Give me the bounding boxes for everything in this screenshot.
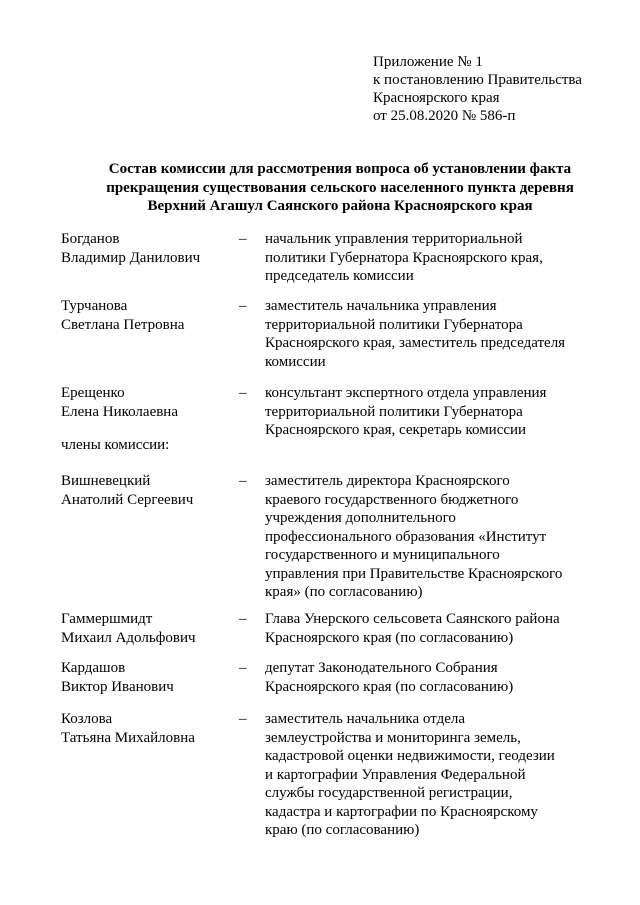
member-description xyxy=(265,610,595,647)
appendix-line: Красноярского края xyxy=(373,90,500,106)
description-line: службы государственной регистрации, xyxy=(265,785,513,801)
member-given-name: Михаил Адольфович xyxy=(61,629,196,646)
description-line: учреждения дополнительного xyxy=(265,510,456,526)
description-line: начальник управления территориальной xyxy=(265,231,523,247)
description-line: Красноярского края (по согласованию) xyxy=(265,629,514,646)
member-surname: Турчанова xyxy=(61,298,128,314)
description-line: кадастра и картографии по Красноярскому xyxy=(265,803,538,820)
title-line: прекращения существования сельского населенного пункта деревня xyxy=(106,179,574,196)
appendix-block xyxy=(373,53,582,125)
appendix-line: к постановлению Правительства xyxy=(373,72,582,88)
dash-separator: – xyxy=(239,298,247,314)
member-name xyxy=(61,659,236,696)
description-line: Красноярского края, заместитель председателя xyxy=(265,335,566,351)
dash-separator: – xyxy=(239,231,247,247)
appendix-line: Приложение № 1 xyxy=(373,54,483,70)
description-line: Глава Унерского сельсовета Саянского района xyxy=(265,611,560,627)
member-given-name: Владимир Данилович xyxy=(61,249,201,266)
member-description xyxy=(265,472,595,602)
member-surname: Козлова xyxy=(61,711,113,727)
description-line: консультант экспертного отдела управления xyxy=(265,385,547,401)
member-given-name: Елена Николаевна xyxy=(61,403,178,420)
dash-separator: – xyxy=(239,660,247,676)
dash-separator: – xyxy=(239,611,247,627)
member-surname: Гаммершмидт xyxy=(61,611,153,627)
member-surname: Вишневецкий xyxy=(61,473,151,489)
description-line: государственного и муниципального xyxy=(265,547,500,563)
description-line: депутат Законодательного Собрания xyxy=(265,660,498,676)
description-line: комиссии xyxy=(265,353,326,370)
member-description xyxy=(265,230,595,286)
title-line: Состав комиссии для рассмотрения вопроса об установлении факта xyxy=(108,161,572,177)
description-line: заместитель начальника управления xyxy=(265,298,497,314)
member-given-name: Виктор Иванович xyxy=(61,678,174,695)
member-surname: Кардашов xyxy=(61,660,126,676)
member-description xyxy=(265,297,595,371)
description-line: землеустройства и мониторинга земель, xyxy=(265,729,521,746)
description-line: краевого государственного бюджетного xyxy=(265,491,519,508)
description-line: и картографии Управления Федеральной xyxy=(265,766,526,783)
dash-separator: – xyxy=(239,385,247,401)
member-name xyxy=(61,230,236,267)
description-line: территориальной политики Губернатора xyxy=(265,316,523,333)
description-line: политики Губернатора Красноярского края, xyxy=(265,249,543,266)
member-description xyxy=(265,710,595,840)
members-label: члены комиссии: xyxy=(61,437,170,453)
description-line: Красноярского края (по согласованию) xyxy=(265,678,514,695)
dash-separator: – xyxy=(239,473,247,489)
member-name xyxy=(61,610,236,647)
member-given-name: Светлана Петровна xyxy=(61,316,185,333)
member-description xyxy=(265,384,595,440)
description-line: заместитель начальника отдела xyxy=(265,711,465,727)
member-description xyxy=(265,659,595,696)
member-given-name: Анатолий Сергеевич xyxy=(61,491,194,508)
description-line: краю (по согласованию) xyxy=(265,822,420,838)
member-given-name: Татьяна Михайловна xyxy=(61,729,195,746)
document-title xyxy=(60,160,620,216)
dash-separator: – xyxy=(239,711,247,727)
appendix-line: от 25.08.2020 № 586-п xyxy=(373,108,516,124)
description-line: профессионального образования «Институт xyxy=(265,528,547,545)
description-line: Красноярского края, секретарь комиссии xyxy=(265,422,527,438)
description-line: кадастровой оценки недвижимости, геодезии xyxy=(265,748,555,764)
description-line: управления при Правительстве Красноярского xyxy=(265,565,563,582)
member-name xyxy=(61,297,236,334)
description-line: края» (по согласованию) xyxy=(265,584,423,600)
member-name xyxy=(61,710,236,747)
description-line: территориальной политики Губернатора xyxy=(265,403,523,420)
member-name xyxy=(61,384,236,421)
description-line: заместитель директора Красноярского xyxy=(265,473,510,489)
member-surname: Ерещенко xyxy=(61,385,125,401)
title-line: Верхний Агашул Саянского района Красноярского края xyxy=(147,198,533,214)
member-name xyxy=(61,472,236,509)
description-line: председатель комиссии xyxy=(265,268,414,284)
member-surname: Богданов xyxy=(61,231,120,247)
